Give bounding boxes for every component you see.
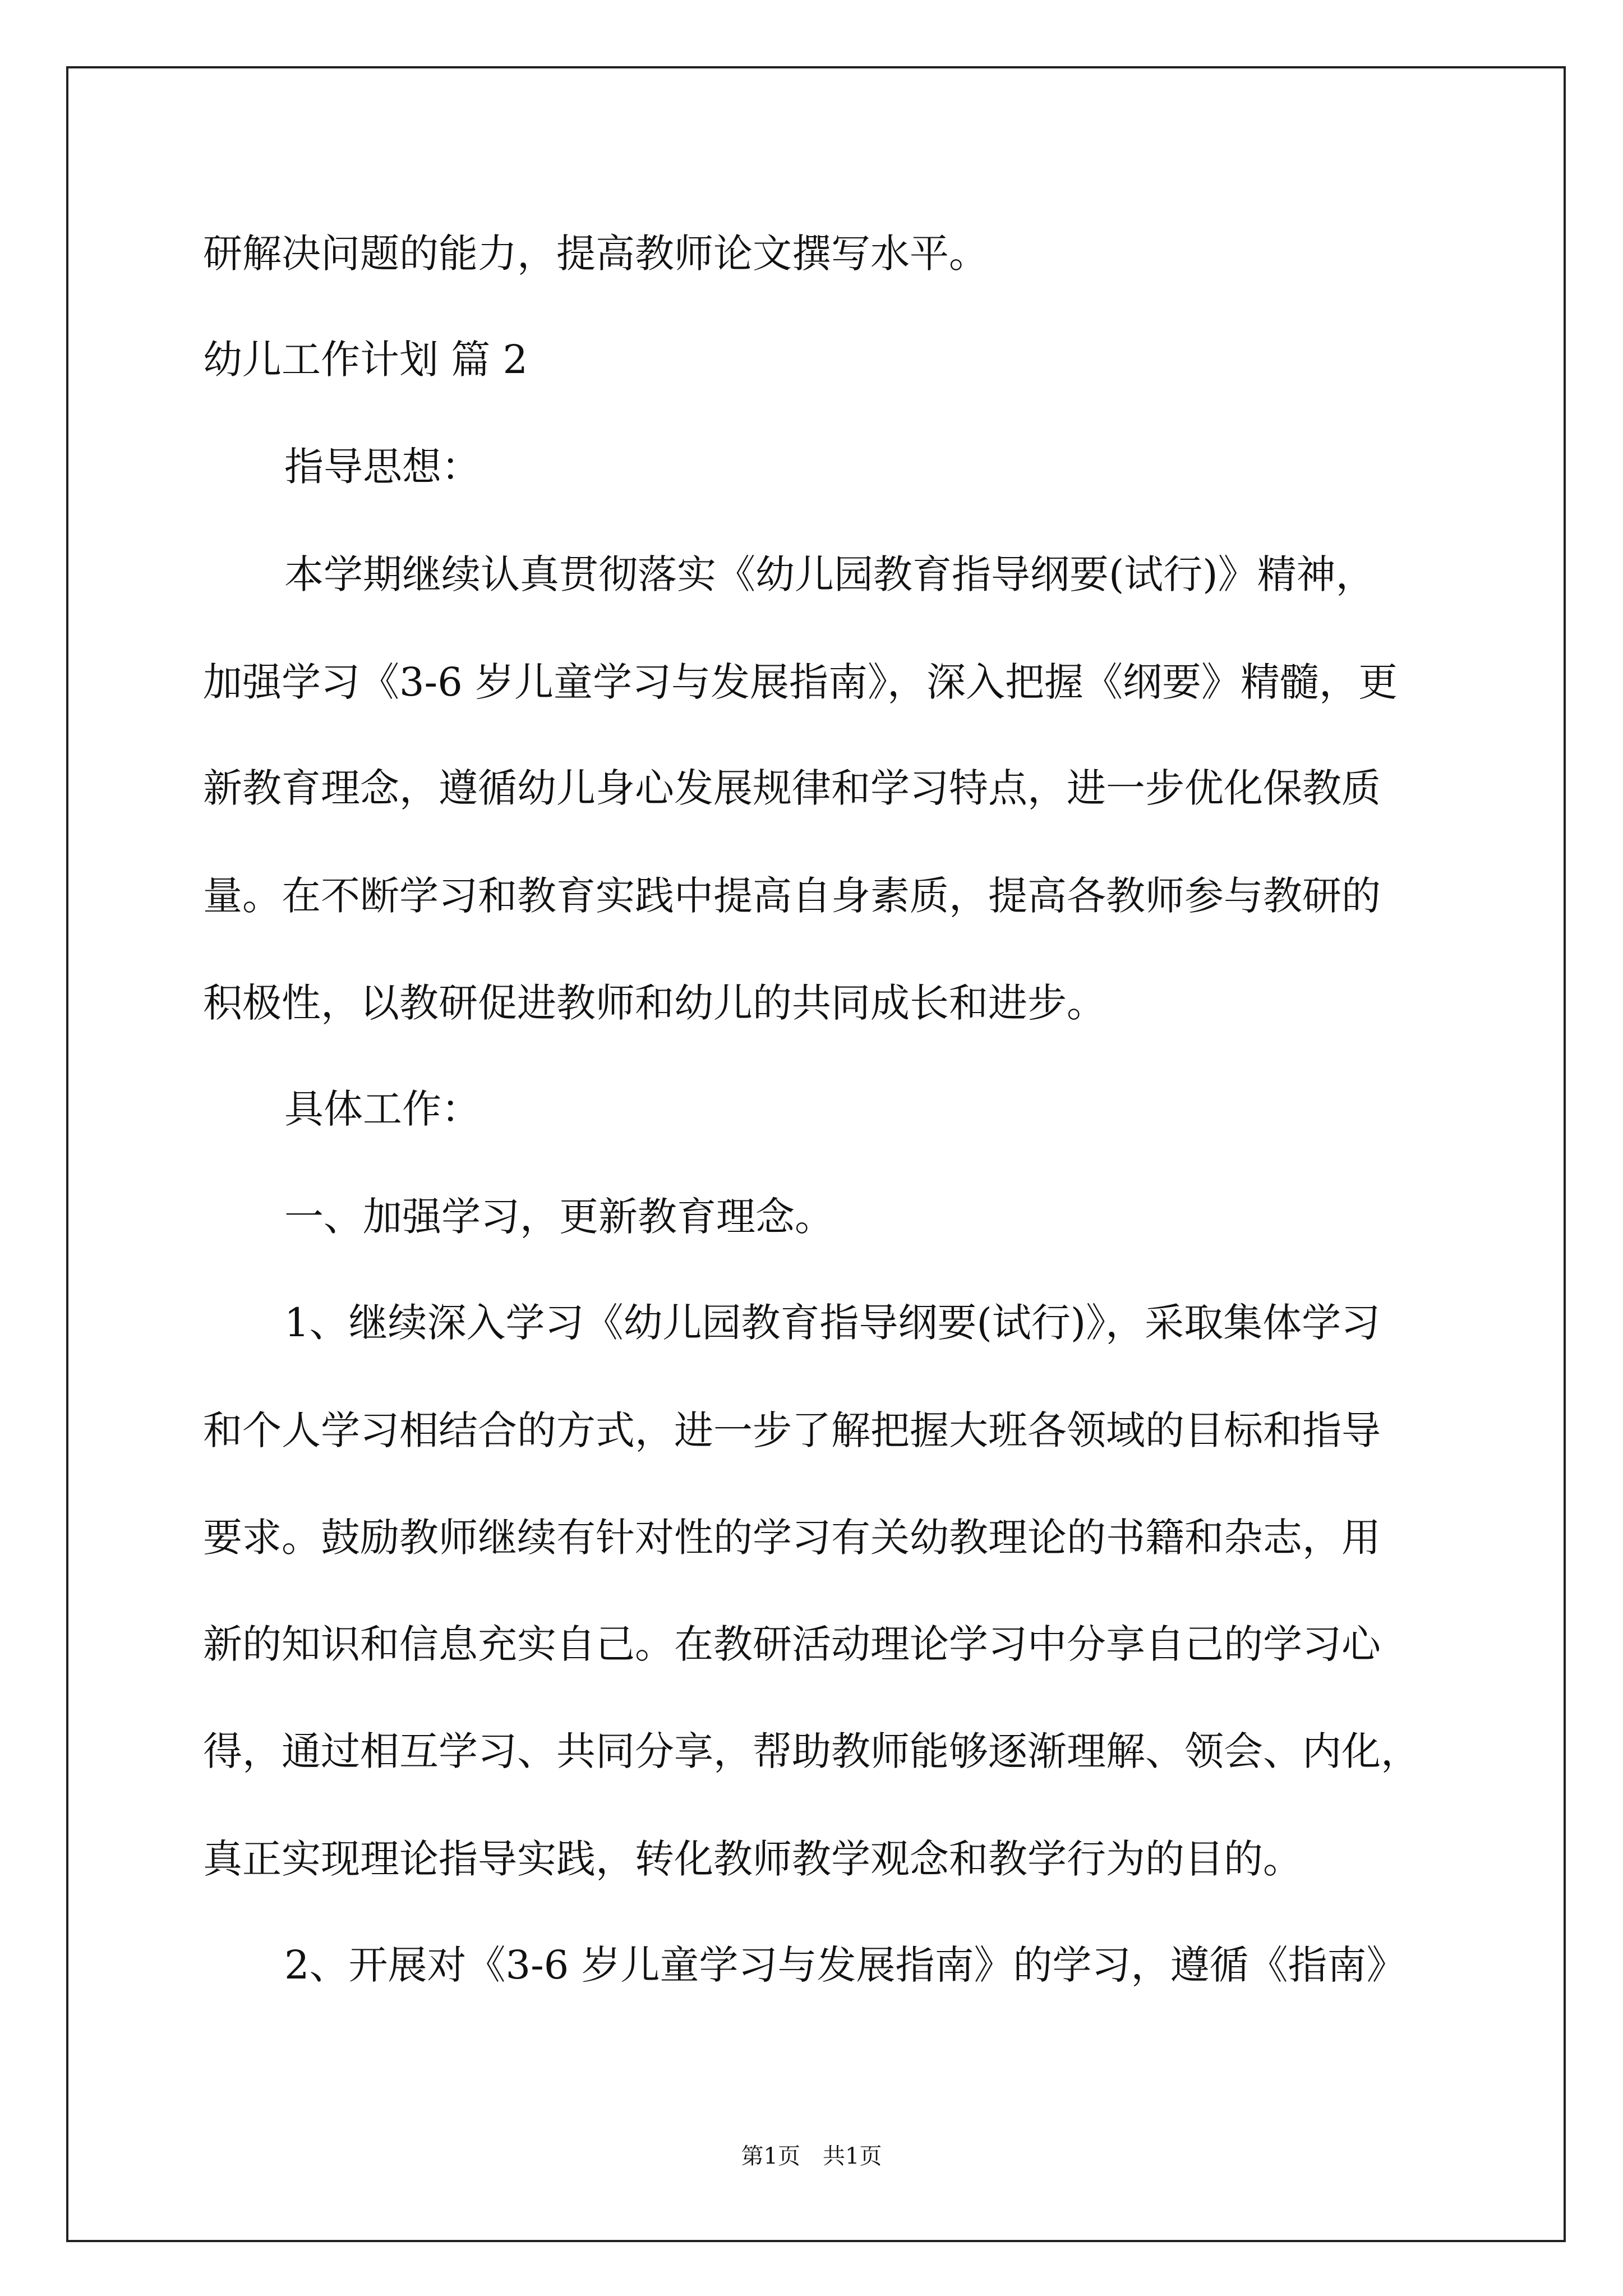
text-line: 研解决问题的能力，提高教师论文撰写水平。	[203, 231, 988, 277]
list-heading: 一、加强学习，更新教育理念。	[284, 1194, 834, 1240]
subheading-specific-work: 具体工作：	[284, 1086, 481, 1132]
text-line: 积极性，以教研促进教师和幼儿的共同成长和进步。	[203, 980, 1106, 1026]
page-footer: 第1页 共1页	[741, 2143, 882, 2169]
text-line: 量。在不断学习和教育实践中提高自身素质，提高各教师参与教研的	[203, 873, 1381, 919]
text-line: 和个人学习相结合的方式，进一步了解把握大班各领域的目标和指导	[203, 1407, 1381, 1453]
text-line: 本学期继续认真贯彻落实《幼儿园教育指导纲要(试行)》精神，	[284, 551, 1375, 597]
page-border	[66, 66, 1566, 2242]
list-item-text: 1、继续深入学习《幼儿园教育指导纲要(试行)》，采取集体学习	[284, 1300, 1381, 1346]
list-item-text: 2、开展对《3-6 岁儿童学习与发展指南》的学习，遵循《指南》	[284, 1942, 1406, 1988]
text-line: 真正实现理论指导实践，转化教师教学观念和教学行为的目的。	[203, 1836, 1302, 1882]
text-line: 新教育理念，遵循幼儿身心发展规律和学习特点，进一步优化保教质	[203, 765, 1381, 811]
text-line: 新的知识和信息充实自己。在教研活动理论学习中分享自己的学习心	[203, 1621, 1381, 1667]
text-line: 得，通过相互学习、共同分享，帮助教师能够逐渐理解、领会、内化，	[203, 1728, 1420, 1774]
text-line: 要求。鼓励教师继续有针对性的学习有关幼教理论的书籍和杂志，用	[203, 1515, 1381, 1561]
section-heading: 幼儿工作计划 篇 2	[203, 337, 528, 383]
text-line: 加强学习《3-6 岁儿童学习与发展指南》，深入把握《纲要》精髓，更	[203, 659, 1398, 705]
subheading-guiding-ideology: 指导思想：	[284, 444, 481, 490]
